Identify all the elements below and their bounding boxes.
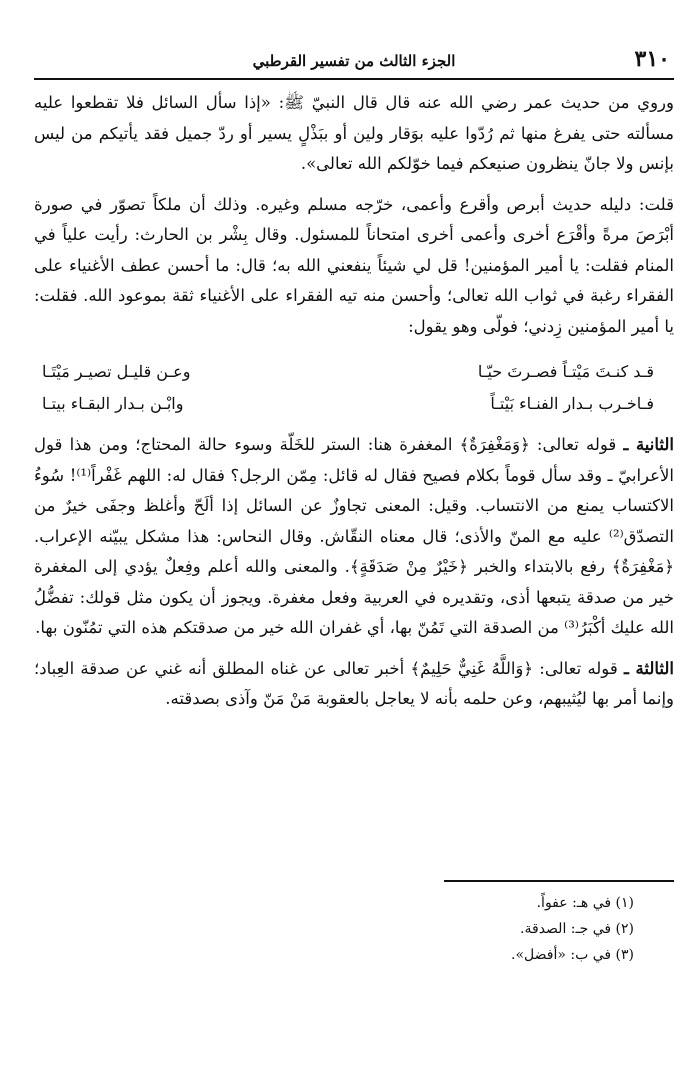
verse-2-first-hemistich: فـاخـرب بـدار الفنـاء بَيْتـاً (490, 394, 654, 413)
verse-line-2 (34, 388, 674, 420)
section-label-second: الثانية ـ (623, 435, 675, 454)
footnote-1: (١) في هـ: عفواً. (536, 895, 634, 911)
page-content (34, 44, 674, 715)
verse-1-first-hemistich: قـد كنـتَ مَيْتـاً فصـرتَ حيّـا (477, 362, 654, 381)
paragraph-third-point (34, 654, 674, 715)
footnote-2: (٢) في جـ: الصدقة. (520, 921, 634, 937)
section-label-third: الثالثة ـ (623, 658, 674, 678)
paragraph-hadith: وروي من حديث عمر رضي الله عنه قال قال النبيّ ﷺ: «إذا سأل السائل فلا تقطعوا عليه مسألته حتى يفرغ منها ثم رُدّوا عليه بوَقار ولين أو ببَذْلٍ يسير أو ردّ جميل فقد يأتيكم من ليس بإنس ولا جانّ ينظرون صنيعكم فيما خوّلكم الله تعالى». (34, 93, 674, 173)
running-title: الجزء الثالث من تفسير القرطبي (252, 52, 456, 70)
paragraph-third-text: قوله تعالى: ﴿وَاللَّهُ غَنِيٌّ حَلِيمٌ﴾ أخبر تعالى عن غناه المطلق أنه غني عن صدقة العِباد؛ وإنما أمر بها ليُثيبهم، وعن حلمه بأنه لا يعاجل بالعقوبة مَنْ مَنّ وآذى بصدقته. (34, 658, 674, 708)
footnote-list (511, 890, 634, 968)
poem-verses (34, 356, 674, 420)
verse-1-second-hemistich: وعـن قليـل تصيـر مَيْتَـا (42, 362, 191, 381)
page-number: ٣١٠ (634, 46, 670, 72)
footnote-3: (٣) في ب: «أفضل». (511, 947, 634, 963)
verse-line-1 (34, 356, 674, 388)
paragraph-second-point (34, 430, 674, 644)
verse-2-second-hemistich: وابْـن بـدار البقـاء بيتـا (42, 394, 184, 413)
footnote-divider (444, 880, 674, 882)
paragraph-second-text: قوله تعالى: ﴿وَمَغْفِرَةٌ﴾ المغفرة هنا: الستر للخَلّة وسوء حالة المحتاج؛ ومن هذا قول الأعرابيّ ـ وقد سأل قوماً بكلام فصيح فقال له قائل: مِمّن الرجل؟ فقال له: اللهم غَفْراً⁽¹⁾! سُوءُ الاكتساب يمنع من الانتساب. وقيل: المعنى تجاوزٌ عن السائل إذا ألَحّ وأغلظ وجفَى خيرٌ من التصدّق⁽²⁾ عليه مع المنّ والأذى؛ قال معناه النقّاش. وقال النحاس: هذا مشكل يبيّنه الإعراب. ﴿مَغْفِرَةٌ﴾ رفع بالابتداء والخبر ﴿خَيْرٌ مِنْ صَدَقَةٍ﴾. والمعنى والله أعلم وفِعلٌ يؤدي إلى المغفرة خير من صدقة يتبعها أذى، وتقديره في العربية وفعل مغفرة. ويجوز أن يكون مثل قولك: تفضُّلُ الله عليك أكْبَرُ⁽³⁾ من الصدقة التي تَمُنّ بها، أي غفران الله خير من صدقتكم هذه التي تمُنّون بها. (34, 435, 674, 637)
running-head (34, 44, 674, 80)
paragraph-commentary: قلت: دليله حديث أبرص وأقرع وأعمى، خرّجه مسلم وغيره. وذلك أن ملكاً تصوّر في صورة أبْرَصَ مرةً وأقْرَع أخرى وأعمى أخرى امتحاناً للمسئول. وقال بِشْر بن الحارث: رأيت علياً في المنام فقلت: يا أمير المؤمنين! قل لي شيئاً ينفعني الله به؛ قال: ما أحسن عطف الأغنياء على الفقراء رغبة في ثواب الله تعالى؛ وأحسن منه تيه الفقراء على الأغنياء ثقة بموعود الله. فقلت: يا أمير المؤمنين زِدني؛ فولّى وهو يقول: (34, 194, 674, 336)
